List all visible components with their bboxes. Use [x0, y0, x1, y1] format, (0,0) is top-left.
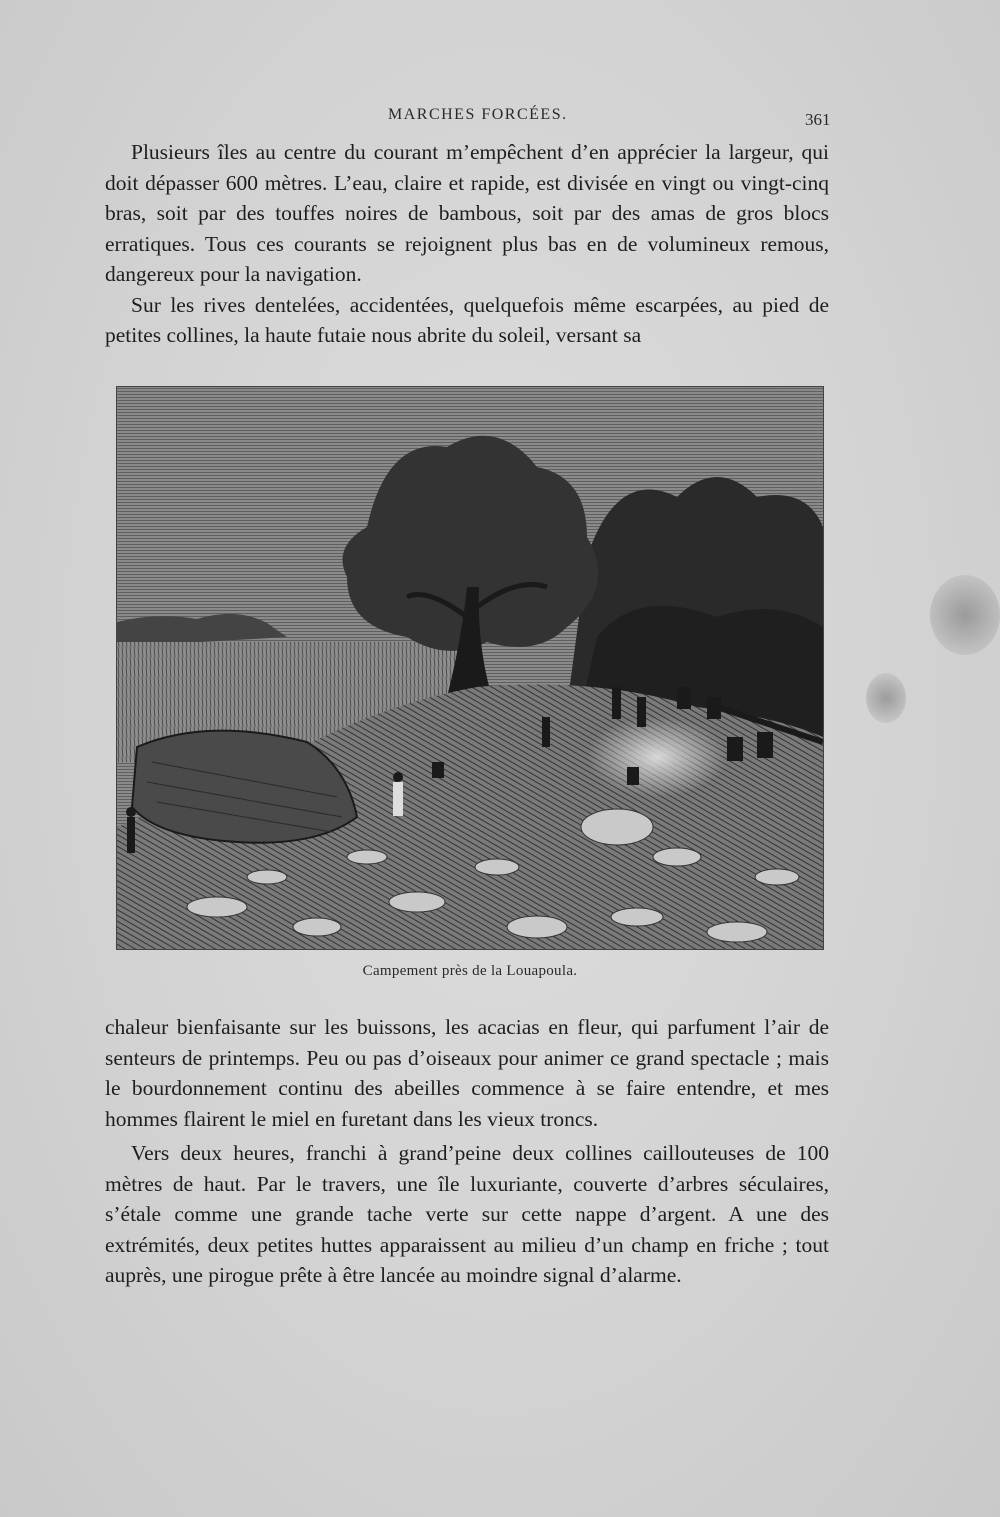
running-title: MARCHES FORCÉES. — [388, 106, 568, 123]
paper-stain — [930, 575, 1000, 655]
engraving-illustration — [116, 386, 824, 950]
body-text-bottom — [105, 1012, 829, 1291]
running-head — [0, 106, 1000, 130]
paper-stain — [866, 673, 906, 723]
page-number: 361 — [805, 110, 831, 129]
paragraph: Plusieurs îles au centre du courant m’empêchent d’en apprécier la largeur, qui doit dépasser 600 mètres. L’eau, claire et rapide, est divisée en vingt ou vingt-cinq bras, soit par des touffes noires de bambous, soit par des amas de gros blocs erratiques. Tous ces courants se rejoignent plus bas en de volumineux remous, dangereux pour la navigation. — [105, 140, 829, 286]
paragraph: Vers deux heures, franchi à grand’peine deux collines caillouteuses de 100 mètres de haut. Par le travers, une île luxuriante, couverte d’arbres séculaires, s’étale comme une grande tache verte sur cette nappe d’argent. A une des extrémités, deux petites huttes apparaissent au milieu d’un champ en friche ; tout auprès, une pirogue prête à être lancée au moindre signal d’alarme. — [105, 1141, 829, 1287]
campfire-smoke — [587, 717, 727, 797]
paragraph: chaleur bienfaisante sur les buissons, les acacias en fleur, qui parfument l’air de senteurs de printemps. Peu ou pas d’oiseaux pour animer ce grand spectacle ; mais le bourdonnement continu des abeilles commence à se faire entendre, et mes hommes flairent le miel en furetant dans les vieux troncs. — [105, 1015, 829, 1131]
body-text-top — [105, 137, 829, 351]
engraving-image — [117, 387, 823, 949]
figure-caption: Campement près de la Louapoula. — [362, 963, 578, 979]
paragraph: Sur les rives dentelées, accidentées, quelquefois même escarpées, au pied de petites collines, la haute futaie nous abrite du soleil, versant sa — [105, 292, 829, 347]
